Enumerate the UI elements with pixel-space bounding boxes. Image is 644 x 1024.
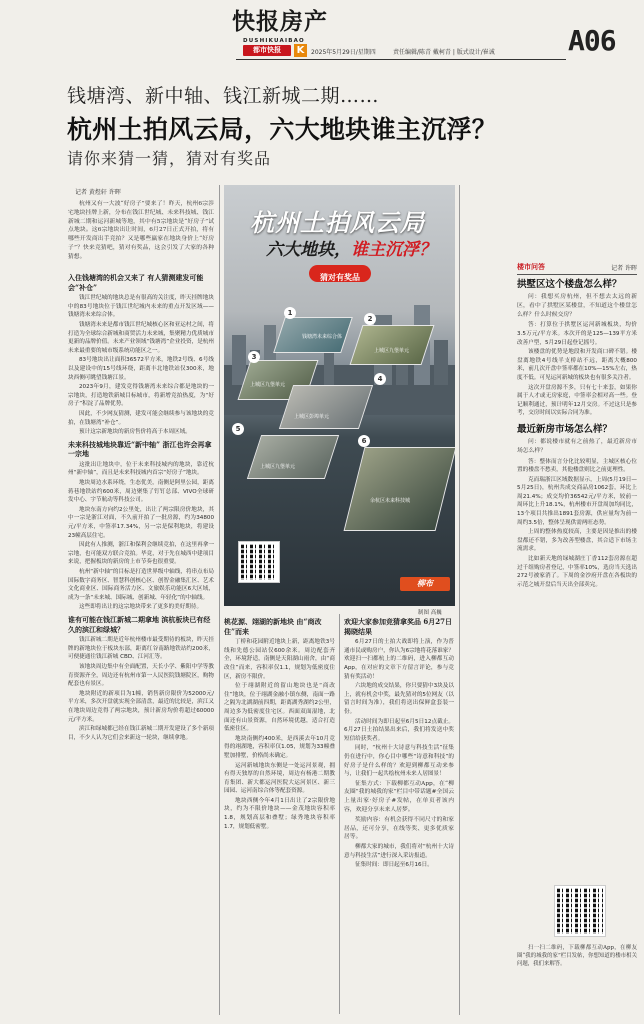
headline-kicker: 钱塘湾、新中轴、钱江新城二期…… — [67, 85, 380, 107]
paragraph: 这批出让地块中，位于未来科技城内的地块，靠近杭州“新中轴”，而且是未来科技城内首宗“好房子”地块。 — [68, 461, 214, 477]
editor-line: 责任编辑/陈青 戴柯青 | 版式设计/崔诚 — [393, 49, 495, 56]
paragraph: 钱江世纪城的地块总是有很高的关注度，昨天挂牌地块中的83号地块位于钱江世纪城内未来的重点开发区域——钱塘湾未来综合体。 — [68, 295, 214, 319]
paragraph: 这次开盘房源不多，只有七十来套，如果你属于人才或无房家庭，中签率会相对高一些。登记顺利通过，预计明年12月交房。不过这只是参考，交房时间以实际合同为准。 — [517, 384, 637, 417]
column-divider — [459, 185, 460, 1015]
subhead-taohuayuan: 桃花源、翊湖的新地块 由“商改住”而来 — [224, 617, 322, 636]
qr-code[interactable] — [239, 542, 279, 582]
middle-col-2 — [344, 614, 454, 871]
page-number: A06 — [568, 24, 616, 57]
parcel-tile-2 — [350, 325, 435, 365]
paragraph: 答：打算位于拱墅区运河新城板块，均价3.5万元/平方米。本次开的是125—139平方米改善户型，5月29日起登记摇号。 — [517, 322, 637, 346]
parcel-label-5: 上城区九堡单元 — [260, 464, 296, 470]
paragraph: 因此有人推测，浙江和保利会继续竞拍，在这里再拿一宗地，也可能双方联合竞拍。毕竟，对于先在城西中建项目来说，把握板块的新房的上市节奏也很重要。 — [68, 542, 214, 566]
paragraph: 地块周边水系环绕，生态优美，南侧是阿里公园，距离蒋巷地铁站约600米，周边聚集了钉钉总部、VIVO全球研发中心、宇节航动等科技公司。 — [68, 480, 214, 504]
paragraph: 杭州“新中轴”的目标是打造世界级中轴线，将串点布局国际数字商务区、智慧科创核心区、创智金融集汇区、艺术文化商业区、国际商务活力区、文旅娱乐功能区6大区域，成为一条“未来城、国际城、创新城、年轻化”的中轴线。 — [68, 569, 214, 601]
paragraph: 地块附近的新项目为1幢，销售新房限价为52000元/平方米，多次开盘就实现全部清盘，最近的比较是，滨江又在地块周边竞得了两宗地块，预计新房均价将超过60000元/平方米。 — [68, 690, 214, 723]
feature-image — [224, 185, 455, 606]
question-1-ask: 问：我想买房杭州，但不想去太远的新区，看中了拱墅区某楼盘，不知道这个楼盘怎么样？什么时候交房？ — [517, 294, 637, 318]
image-credit: 制图 高巍 — [418, 610, 442, 616]
page-header — [0, 0, 644, 70]
paragraph: 上周的整体热度较高，主要是因是推出的楼盘都还不错，多为改善型楼盘，其合适下市场主流需求。 — [517, 529, 637, 553]
k-logo-icon: K — [294, 44, 307, 57]
paragraph: 位于翊湖附近的留山地块也是“商改住”地块，位于翊湖金融小镇东侧，南面一路之隔为北湖湖前四期，距离湖秀湖约2公里，周边多为低密度住宅区。西面双面湿地，北面还有山景资源，自然环境优越，适合打造低密住区。 — [224, 683, 335, 733]
poster-subtitle-a: 六大地块， — [266, 240, 351, 260]
parcel-tile-5 — [247, 435, 339, 479]
qr-code[interactable] — [555, 886, 605, 936]
paragraph: 地块南侧约400米，是西溪去年10月竞得的翊湖地，容积率仅1.05，规划为33幢叠墅加排墅，价格尚未确定。 — [224, 735, 335, 759]
paragraph: 滨江和绿城都已经在钱江新城二期开发建设了多个新项目，不少人认为它们会来新这一轮块，继续拿地。 — [68, 726, 214, 741]
qr-caption: 扫一扫二维码，下载柳都互动App，在柳友圈“我的城我的家”栏目发帖，你想知道的楼市相关问题，我们来解答。 — [517, 945, 637, 967]
paragraph: 钱塘湾未来是都市钱江世纪城核心区和亚运村之间，将打造为全球综合新城和商贸活力未来城，集聚精力优质城市更新的品牌价值。未来产业领域“钱塘湾”企业投资，是杭州未来最重要的城市级系统功能区之一。 — [68, 321, 214, 354]
lead-paragraph: 杭州又有一大波“好房子”要来了！昨天，杭州6宗涉宅地块挂牌上新，分布在钱江世纪城、未来科技城、钱江新城二期和运河新城等地，其中有5宗地块是“好房子”试点地块。这6宗地块出让时间，6月27日正式开拍，将有哪些开发商出手竞拍？又是哪些赢家在地块身价上“好房子”？快来竞猜吧，猜对有奖品，这会引发了大家的各种猜想。 — [68, 201, 214, 260]
paragraph: 同时，“杭州十大诗意与科技生活”征集仍在进行中，你心目中哪些“诗意和科技”的好房子是什么样的？欢迎到柳都互动来参与，让我们一起共绘杭州未来人居图景！ — [344, 745, 454, 778]
parcel-label-6: 余杭区未来科技城 — [370, 498, 411, 504]
paragraph: 柳都大家的城市，我们将对“杭州十大诗意与科技生活”进行深入采访报道。 — [344, 844, 454, 859]
parcel-tile-6 — [344, 447, 455, 531]
header-rule — [236, 59, 566, 60]
paragraph: 这些即将出让的这宗地块带来了更多的美好期待。 — [79, 604, 203, 611]
paragraph: 2023年9月，建发竞得钱塘湾未来综合都是地块的一宗地块，打造地铁新城目标城市，将新增竞拍热度，为“好房子”积淀了品牌优势。 — [68, 384, 214, 408]
map-pin-4: 4 — [374, 373, 386, 385]
poster-subtitle — [266, 235, 436, 260]
question-2-ask: 问：都说楼市就有之前热了，最近新房市场怎么样？ — [517, 438, 637, 454]
column-divider — [339, 614, 340, 1014]
middle-col-1 — [224, 614, 335, 832]
map-pin-5: 5 — [232, 423, 244, 435]
question-1-title: 拱墅区这个楼盘怎么样？ — [517, 279, 622, 290]
paragraph: 地块西侧今年4月1日出让了2宗限价地块，约为不限价地块——金茂地块容积率1.8，规划高层和叠墅；绿秀地块容积率1.7，规划低密墅。 — [224, 797, 335, 830]
paragraph: 钱江新城二期是近年杭州楼市最受期待的板块，昨天挂牌的新地块位于板块东部，距离红谷南路地铁站约200米，可便捷通往钱江新城 CBD、江河汇等。 — [68, 637, 214, 661]
column-divider — [219, 185, 220, 1015]
section-title: 快报房产 — [232, 8, 328, 35]
paragraph: 该地块周边集中有全面配置，天长小学、紫阳中学等教育资源齐全，周边还有杭州市第一人民医院钱塘院区，购物配套也有景区。 — [68, 663, 214, 688]
paragraph: 征集时间：即日起至6月16日。 — [355, 862, 433, 869]
paragraph: 因此，不少网友猜测，建发可能会继续参与该地块的竞拍，在钱塘湾“补仓”。 — [68, 410, 214, 426]
subhead-contest: 欢迎大家参加竞猜拿奖品 6月27日揭晓结果 — [344, 617, 453, 636]
paragraph: 6月27日的土拍大战即将上演，作为普通市民或购房户，你认为6宗地将花落谁家？欢迎扫一扫都杭上的二维码，进入柳都互动App，在对应的文章下方留言评论，参与竞猜有奖活动！ — [344, 639, 454, 680]
parcel-label-1: 钱塘湾未来综合体 — [302, 334, 343, 340]
paragraph: 丁桥和花园附近地块上新，距离地铁3号线和先德公园站仅600余米。周边配套齐全，环境舒适，南侧是天阳湖山雨舍，由“商改住”而来，容积率仅1.1，规划为低密度住区，新房不限价。 — [224, 639, 335, 680]
paragraph: 预计这宗新地块的新房售价将高于本周区域。 — [79, 429, 191, 436]
headline-main: 杭州土拍风云局，六大地块谁主沉浮？ — [67, 115, 498, 144]
right-column — [517, 262, 637, 590]
prize-badge-label: 猜对有奖品 — [320, 273, 360, 282]
qa-byline: 记者 许晖 — [611, 264, 637, 272]
prize-badge — [309, 265, 371, 282]
map-pin-3: 3 — [248, 351, 260, 363]
paragraph: 该楼盘的优势是地段和开发商口碑不错。楼盘离地铁4号线半支桥站不远，距离大概800米，前几次开盘中签率都在10%—15%左右，热度不低。可见运河新城的板块也有很多关注者。 — [517, 349, 637, 381]
map-pin-6: 6 — [358, 435, 370, 447]
parcel-label-2: 上城区九堡单元 — [374, 348, 410, 354]
left-column — [68, 270, 214, 743]
brand-name: 都市快报 — [253, 46, 281, 54]
parcel-label-4: 上城区彭埠单元 — [294, 414, 330, 420]
paragraph: 奖励内容：有机会获得不同尺寸的和家居品，还可分享，在线等奖、更多优质家居等。 — [344, 816, 454, 841]
paragraph: 六块地的成交结果，你只要猜中3块及以上，就有机会中奖，最先猜对的5位网友（以留言时间为准），我们将送出保鲜盒套装一份。 — [344, 683, 454, 715]
app-logo — [400, 577, 450, 591]
map-pin-1: 1 — [284, 307, 296, 319]
date-line: 2025年5月29日/星期四 — [311, 49, 376, 56]
brand-pinyin: DUSHIKUAIBAO — [243, 38, 305, 44]
app-logo-text: 柳布 — [417, 579, 433, 588]
paragraph: 答：整体而言分化比较明显，主城区核心位置的楼盘不愁卖，其他楼盘则比之前更理性。 — [517, 458, 637, 474]
subhead-qiantang: 入住钱塘湾的机会又来了 有人猜测建发可能会“补仓” — [68, 273, 204, 292]
poster-subtitle-b: 谁主沉浮？ — [351, 240, 436, 260]
parcel-label-3: 上城区九堡单元 — [250, 382, 286, 388]
brand-logo — [243, 45, 291, 56]
qa-header — [517, 262, 637, 275]
parcel-tile-4 — [279, 385, 373, 429]
paragraph: 活动时间为即日起至6月5日12点截止。6月27日土拍结果出来后，我们将发送中奖短信给获奖者。 — [344, 718, 454, 742]
map-pin-2: 2 — [364, 313, 376, 325]
subhead-qianjiang: 谁有可能在钱江新城二期拿地 滨杭板块已有经久的滨江和绿城？ — [68, 614, 211, 634]
paragraph: 比如新天地的绿城湖庄丁香112套房源在超过千组购房者登记，中签率10%，选房当天选出272号被家消了。下周的金沙府开盘在各板块的示范之城开盘后当天出全部卖完。 — [517, 556, 637, 588]
headline-deck: 请你来猜一猜，猜对有奖品 — [67, 149, 272, 168]
paragraph: 83号地块出让面积36572平方米，地铁2号线、6号线以及建设中的15号线环绕，距离丰北地铁站仅300米，地块西侧可眺望钱塘江景。 — [68, 357, 214, 381]
paragraph: 克而瑞浙江区域数据显示，上周(5月19日—5月25日)，杭州共成交商品房1062套，环比上周21.4%；成交均价36542元/平方米，较前一周环比上升18.1%，杭州楼市开盘周加均同比，13个项目共推出1891套房源，供应量均为前一周约3.5倍，整体呈现供需两旺态势。 — [517, 476, 637, 526]
question-2-title: 最近新房市场怎么样？ — [517, 423, 613, 435]
subhead-weilai: 未来科技城地块靠近“新中轴” 浙江也许会再拿一宗地 — [68, 439, 212, 459]
byline: 记者 黄煜轩 许晖 — [75, 189, 121, 196]
paragraph: 地块东南方向约2公里处，出让了两宗限房价地块，其中一宗是浙江对面，不久前开拍了一批房源，约为34800元/平方米，中签率17.34%，另一宗是保利地块，将建设23幢高层住宅。 — [68, 506, 214, 539]
qa-label: 楼市问答 — [517, 263, 545, 271]
paragraph: 征集方式：下载柳都互动App，在“柳友圈”我的城我的家”栏目中带话题#全国云上量出家·好房子#发帖，在单页者该内容，欢迎分享未来人居梦。 — [344, 780, 454, 814]
paragraph: 运河新城地块东侧是一处运河景观，拥有得天独厚的自然环境，周边有杨港二期教育集团、新大都运河医院大运河景区、新三园园、运河南综合体等配套资源。 — [224, 762, 335, 795]
poster-title: 杭州土拍风云局 — [250, 209, 425, 237]
